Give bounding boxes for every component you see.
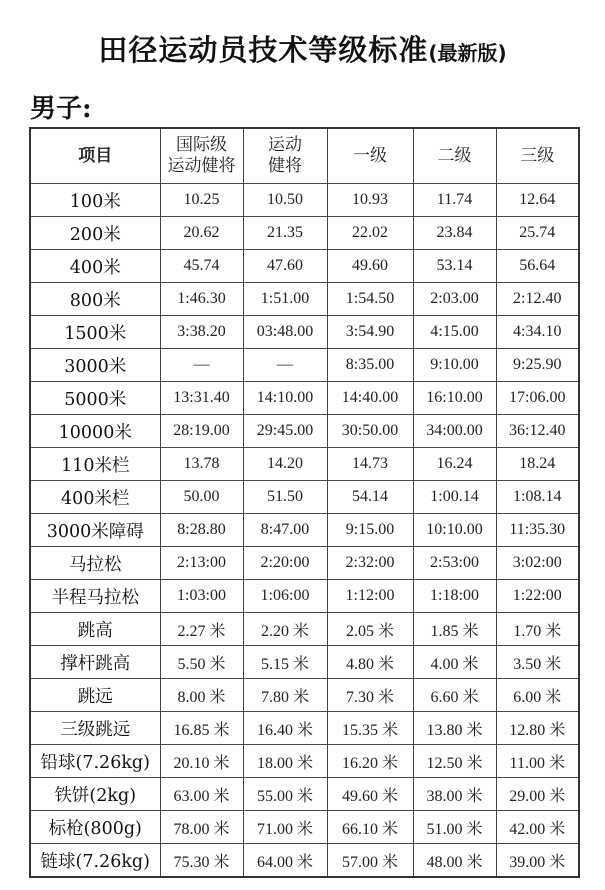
standard-value-cell: 14.20 — [243, 448, 327, 481]
event-name-cell: 铁饼(2kg) — [30, 778, 160, 811]
event-name-cell: 400米栏 — [30, 481, 160, 514]
table-row — [30, 316, 579, 349]
standard-value-cell: 13.78 — [160, 448, 243, 481]
standard-value-cell: 22.02 — [327, 217, 413, 250]
event-name-cell: 3000米 — [30, 349, 160, 382]
standard-value-cell: 2.05 米 — [327, 613, 413, 646]
standard-value-cell: 16.85 米 — [160, 712, 243, 745]
standard-value-cell: 3.50 米 — [496, 646, 579, 679]
table-row — [30, 580, 579, 613]
table-row — [30, 745, 579, 778]
event-name-cell: 铅球(7.26kg) — [30, 745, 160, 778]
standard-value-cell: 51.50 — [243, 481, 327, 514]
standard-value-cell: 14.73 — [327, 448, 413, 481]
event-name-cell: 200米 — [30, 217, 160, 250]
standard-value-cell: 45.74 — [160, 250, 243, 283]
standard-value-cell: 57.00 米 — [327, 844, 413, 878]
event-name-cell: 10000米 — [30, 415, 160, 448]
standard-value-cell: 2.20 米 — [243, 613, 327, 646]
standard-value-cell: 2.27 米 — [160, 613, 243, 646]
standard-value-cell: 1:18:00 — [413, 580, 496, 613]
standard-value-cell: 30:50.00 — [327, 415, 413, 448]
event-name-cell: 1500米 — [30, 316, 160, 349]
header-label-line: 一级 — [353, 145, 387, 166]
table-row — [30, 382, 579, 415]
standard-value-cell: 39.00 米 — [496, 844, 579, 878]
standard-value-cell: 1:06:00 — [243, 580, 327, 613]
header-second-class — [413, 128, 496, 184]
standard-value-cell: 11.00 米 — [496, 745, 579, 778]
table-body — [30, 184, 579, 878]
standard-value-cell: 56.64 — [496, 250, 579, 283]
table-row — [30, 415, 579, 448]
standard-value-cell: 36:12.40 — [496, 415, 579, 448]
event-name-cell: 5000米 — [30, 382, 160, 415]
table-header-row — [30, 128, 579, 184]
standard-value-cell: 71.00 米 — [243, 811, 327, 844]
standard-value-cell: 38.00 米 — [413, 778, 496, 811]
table-row — [30, 217, 579, 250]
standard-value-cell: 12.50 米 — [413, 745, 496, 778]
standard-value-cell: 10.93 — [327, 184, 413, 217]
standard-value-cell: 20.10 米 — [160, 745, 243, 778]
standard-value-cell: — — [243, 349, 327, 382]
header-international-master — [160, 128, 243, 184]
standard-value-cell: 18.24 — [496, 448, 579, 481]
standard-value-cell: 13.80 米 — [413, 712, 496, 745]
standard-value-cell: 54.14 — [327, 481, 413, 514]
table-row — [30, 481, 579, 514]
standard-value-cell: 2:03.00 — [413, 283, 496, 316]
event-name-cell: 撑杆跳高 — [30, 646, 160, 679]
standard-value-cell: 16:10.00 — [413, 382, 496, 415]
event-name-cell: 800米 — [30, 283, 160, 316]
standard-value-cell: 7.80 米 — [243, 679, 327, 712]
standard-value-cell: 10:10.00 — [413, 514, 496, 547]
header-label-line: 运动健将 — [167, 156, 236, 176]
standard-value-cell: 12.80 米 — [496, 712, 579, 745]
header-label-line: 项目 — [78, 145, 113, 166]
standard-value-cell: 11.74 — [413, 184, 496, 217]
event-name-cell: 3000米障碍 — [30, 514, 160, 547]
standard-value-cell: 34:00.00 — [413, 415, 496, 448]
standard-value-cell: 4:34.10 — [496, 316, 579, 349]
standard-value-cell: 63.00 米 — [160, 778, 243, 811]
standard-value-cell: 6.60 米 — [413, 679, 496, 712]
table-row — [30, 613, 579, 646]
standard-value-cell: 53.14 — [413, 250, 496, 283]
standard-value-cell: 23.84 — [413, 217, 496, 250]
table-row — [30, 712, 579, 745]
event-name-cell: 100米 — [30, 184, 160, 217]
event-name-cell: 跳高 — [30, 613, 160, 646]
standard-value-cell: 15.35 米 — [327, 712, 413, 745]
standard-value-cell: 4:15.00 — [413, 316, 496, 349]
table-row — [30, 679, 579, 712]
standard-value-cell: 03:48.00 — [243, 316, 327, 349]
standard-value-cell: 4.80 米 — [327, 646, 413, 679]
standard-value-cell: 16.24 — [413, 448, 496, 481]
standard-value-cell: 50.00 — [160, 481, 243, 514]
standard-value-cell: 10.25 — [160, 184, 243, 217]
standard-value-cell: 1:22:00 — [496, 580, 579, 613]
standard-value-cell: 7.30 米 — [327, 679, 413, 712]
standard-value-cell: 8.00 米 — [160, 679, 243, 712]
standard-value-cell: 2:32:00 — [327, 547, 413, 580]
standard-value-cell: 20.62 — [160, 217, 243, 250]
standard-value-cell: 1:00.14 — [413, 481, 496, 514]
standard-value-cell: 48.00 米 — [413, 844, 496, 878]
standard-value-cell: 9:15.00 — [327, 514, 413, 547]
standard-value-cell: 47.60 — [243, 250, 327, 283]
standard-value-cell: 1:12:00 — [327, 580, 413, 613]
table-row — [30, 448, 579, 481]
standard-value-cell: 8:28.80 — [160, 514, 243, 547]
standard-value-cell: 5.15 米 — [243, 646, 327, 679]
event-name-cell: 400米 — [30, 250, 160, 283]
section-heading-men: 男子: — [30, 94, 92, 124]
table-row — [30, 811, 579, 844]
standard-value-cell: 12.64 — [496, 184, 579, 217]
standard-value-cell: 29.00 米 — [496, 778, 579, 811]
standard-value-cell: 29:45.00 — [243, 415, 327, 448]
standard-value-cell: 2:53:00 — [413, 547, 496, 580]
header-label-line: 二级 — [437, 145, 472, 166]
event-name-cell: 马拉松 — [30, 547, 160, 580]
header-label-line: 健将 — [268, 156, 302, 176]
header-first-class — [327, 128, 413, 184]
event-name-cell: 标枪(800g) — [30, 811, 160, 844]
standard-value-cell: 17:06.00 — [496, 382, 579, 415]
event-name-cell: 链球(7.26kg) — [30, 844, 160, 878]
standard-value-cell: 55.00 米 — [243, 778, 327, 811]
standard-value-cell: 78.00 米 — [160, 811, 243, 844]
standard-value-cell: 1:46.30 — [160, 283, 243, 316]
table-row — [30, 646, 579, 679]
header-label-line: 国际级 — [176, 135, 227, 155]
table-row — [30, 349, 579, 382]
standard-value-cell: 2:13:00 — [160, 547, 243, 580]
standard-value-cell: 28:19.00 — [160, 415, 243, 448]
standard-value-cell: 14:10.00 — [243, 382, 327, 415]
standard-value-cell: 8:35.00 — [327, 349, 413, 382]
standard-value-cell: 75.30 米 — [160, 844, 243, 878]
standard-value-cell: 1.85 米 — [413, 613, 496, 646]
event-name-cell: 三级跳远 — [30, 712, 160, 745]
event-name-cell: 110米栏 — [30, 448, 160, 481]
standard-value-cell: 9:25.90 — [496, 349, 579, 382]
event-name-cell: 跳远 — [30, 679, 160, 712]
table-row — [30, 184, 579, 217]
standard-value-cell: 11:35.30 — [496, 514, 579, 547]
standard-value-cell: 2:12.40 — [496, 283, 579, 316]
table-row — [30, 250, 579, 283]
standard-value-cell: 4.00 米 — [413, 646, 496, 679]
standard-value-cell: 66.10 米 — [327, 811, 413, 844]
standard-value-cell: 1:08.14 — [496, 481, 579, 514]
standard-value-cell: 21.35 — [243, 217, 327, 250]
header-master — [243, 128, 327, 184]
standard-value-cell: 5.50 米 — [160, 646, 243, 679]
standard-value-cell: 1:03:00 — [160, 580, 243, 613]
standard-value-cell: 51.00 米 — [413, 811, 496, 844]
standard-value-cell: 49.60 — [327, 250, 413, 283]
standard-value-cell: 8:47.00 — [243, 514, 327, 547]
title-main: 田径运动员技术等级标准 — [98, 33, 429, 67]
standard-value-cell: 10.50 — [243, 184, 327, 217]
page-title — [0, 28, 605, 69]
standard-value-cell: 2:20:00 — [243, 547, 327, 580]
standard-value-cell: 16.40 米 — [243, 712, 327, 745]
header-third-class — [496, 128, 579, 184]
standard-value-cell: 9:10.00 — [413, 349, 496, 382]
header-event — [30, 128, 160, 184]
standard-value-cell: 3:02:00 — [496, 547, 579, 580]
event-name-cell: 半程马拉松 — [30, 580, 160, 613]
standard-value-cell: 25.74 — [496, 217, 579, 250]
standard-value-cell: 14:40.00 — [327, 382, 413, 415]
standard-value-cell: 3:54.90 — [327, 316, 413, 349]
standard-value-cell: 18.00 米 — [243, 745, 327, 778]
standard-value-cell: 6.00 米 — [496, 679, 579, 712]
table-row — [30, 514, 579, 547]
standard-value-cell: 3:38.20 — [160, 316, 243, 349]
standard-value-cell: 1:54.50 — [327, 283, 413, 316]
standard-value-cell: 1:51.00 — [243, 283, 327, 316]
standard-value-cell: 64.00 米 — [243, 844, 327, 878]
standard-value-cell: 16.20 米 — [327, 745, 413, 778]
standard-value-cell: 1.70 米 — [496, 613, 579, 646]
grade-standards-table — [29, 127, 580, 878]
table-row — [30, 778, 579, 811]
header-label-line: 三级 — [520, 145, 555, 166]
standard-value-cell: 42.00 米 — [496, 811, 579, 844]
standard-value-cell: 49.60 米 — [327, 778, 413, 811]
table-row — [30, 283, 579, 316]
standard-value-cell: 13:31.40 — [160, 382, 243, 415]
standard-value-cell: — — [160, 349, 243, 382]
title-sub: (最新版) — [428, 41, 507, 65]
table-row — [30, 547, 579, 580]
table-row — [30, 844, 579, 878]
header-label-line: 运动 — [268, 135, 302, 155]
